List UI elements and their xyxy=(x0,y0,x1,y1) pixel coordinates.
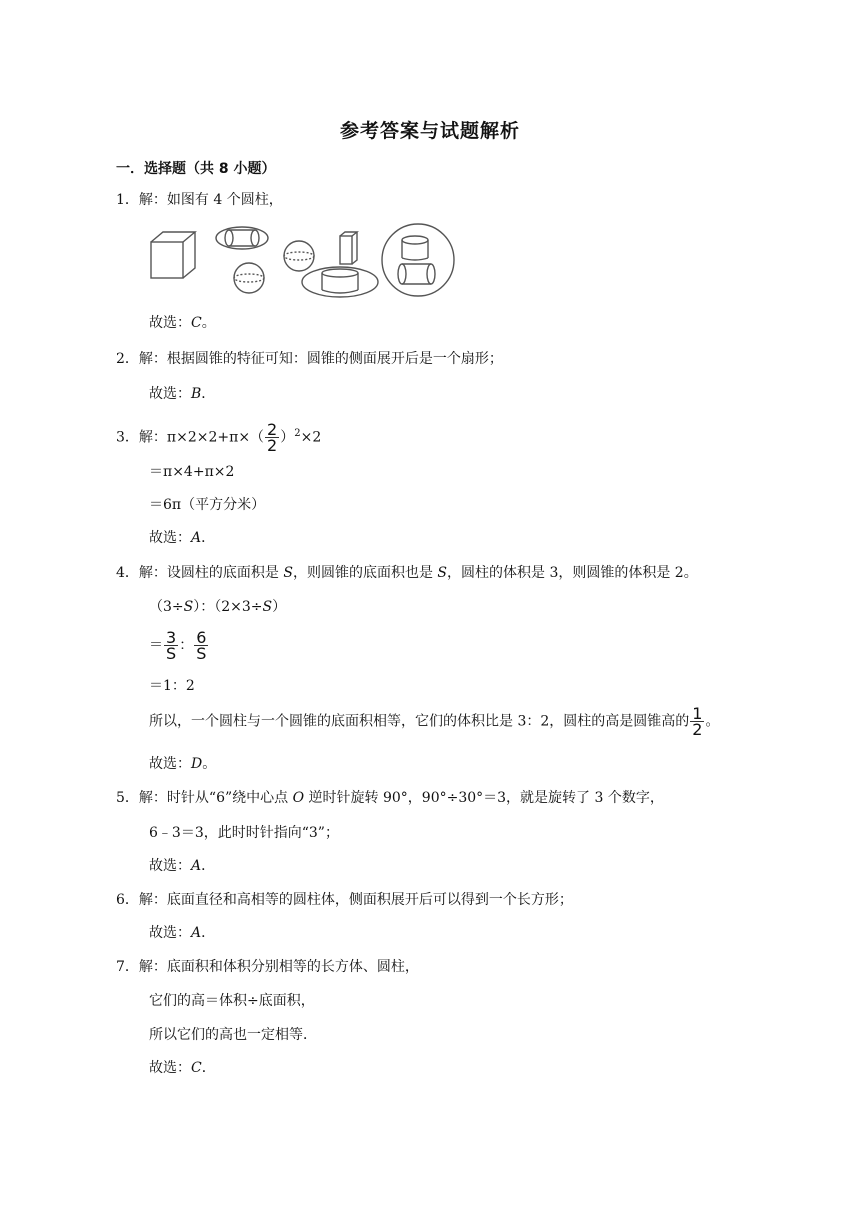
variable-S: S xyxy=(183,599,194,615)
fraction xyxy=(690,706,704,737)
horizontal-cylinder-circled xyxy=(216,227,268,249)
cube-shape xyxy=(151,232,195,278)
q6-answer xyxy=(149,923,215,943)
q4-ratio-line xyxy=(149,597,286,617)
solid-shapes-figure xyxy=(147,220,457,302)
fraction xyxy=(164,630,178,661)
text-part: 逆时针旋转 90°，90°÷30°＝3，就是旋转了 3 个数字， xyxy=(304,790,664,806)
answer-prefix: 故选： xyxy=(149,858,191,874)
text-part: ，圆柱的体积是 3，则圆锥的体积是 2。 xyxy=(447,565,698,581)
q2-solution-line: 2．解：根据圆锥的特征可知：圆锥的侧面展开后是一个扇形； xyxy=(116,351,503,367)
q3-step-line: ＝π×4+π×2 xyxy=(149,464,235,480)
fraction-denominator: S xyxy=(166,644,177,663)
two-cylinders-circled xyxy=(382,224,454,296)
q5-answer xyxy=(149,856,215,876)
sphere-shape xyxy=(234,263,264,293)
q7-solution-line: 7．解：底面积和体积分别相等的长方体、圆柱， xyxy=(116,959,419,975)
fraction-denominator: 2 xyxy=(692,720,703,739)
q4-fraction-line xyxy=(149,630,209,661)
expr-part: ×2 xyxy=(300,429,322,446)
q1-answer xyxy=(149,313,216,333)
q1-solution-line: 1．解：如图有 4 个圆柱， xyxy=(116,192,283,208)
expr-part: （3÷ xyxy=(149,599,184,615)
variable-S: S xyxy=(437,565,447,581)
sphere-shape-2 xyxy=(284,241,314,271)
fraction-denominator: S xyxy=(196,644,207,663)
equals-sign: ＝ xyxy=(149,637,163,654)
answer-suffix: ． xyxy=(201,386,216,402)
fraction-numerator: 6 xyxy=(196,628,207,647)
q3-answer xyxy=(149,528,215,548)
page-title: 参考答案与试题解析 xyxy=(339,120,520,142)
fraction-numerator: 1 xyxy=(692,704,703,723)
answer-prefix: 故选： xyxy=(149,925,191,941)
answer-suffix: ． xyxy=(201,858,216,874)
fraction xyxy=(265,422,279,453)
rectangular-prism-shape xyxy=(340,232,357,264)
section-heading: 一．选择题（共 8 小题） xyxy=(116,161,276,177)
answer-choice: D xyxy=(191,756,203,772)
answer-prefix: 故选： xyxy=(149,315,191,331)
expr-part: ） xyxy=(280,429,295,446)
text-part: 4．解：设圆柱的底面积是 xyxy=(116,565,284,581)
expr-part: ）：（2×3÷ xyxy=(193,599,263,615)
expr-part: ） xyxy=(272,599,287,615)
q6-solution-line: 6．解：底面直径和高相等的圆柱体，侧面积展开后可以得到一个长方形； xyxy=(116,892,573,908)
q4-answer xyxy=(149,754,216,774)
q7-answer xyxy=(149,1058,216,1078)
answer-suffix: 。 xyxy=(202,756,217,772)
expr-part: 3．解：π×2×2+π×（ xyxy=(116,429,265,446)
q4-result-line: ＝1：2 xyxy=(149,678,195,694)
q7-step-line: 它们的高＝体积÷底面积， xyxy=(149,993,315,1009)
answer-prefix: 故选： xyxy=(149,386,191,402)
answer-choice: A xyxy=(191,858,202,874)
text-part: 所以，一个圆柱与一个圆锥的底面积相等，它们的体积比是 3：2，圆柱的高是圆锥高的 xyxy=(149,713,690,730)
fraction-denominator: 2 xyxy=(267,436,278,455)
fraction-numerator: 3 xyxy=(166,628,177,647)
cylinder-circled-ellipse xyxy=(302,267,378,297)
answer-choice: A xyxy=(191,530,202,546)
answer-suffix: ． xyxy=(201,925,216,941)
answer-choice: C xyxy=(191,315,202,331)
text-part: 5．解：时针从“6”绕中心点 xyxy=(116,790,293,806)
answer-prefix: 故选： xyxy=(149,1060,191,1076)
answer-suffix: ． xyxy=(201,530,216,546)
variable-O: O xyxy=(292,790,305,806)
fraction-numerator: 2 xyxy=(267,420,278,439)
answer-prefix: 故选： xyxy=(149,756,191,772)
exponent: 2 xyxy=(294,427,301,439)
colon: ： xyxy=(179,637,194,654)
answer-choice: B xyxy=(191,386,202,402)
q5-solution-line xyxy=(116,788,664,808)
answer-choice: C xyxy=(191,1060,202,1076)
text-part: ，则圆锥的底面积也是 xyxy=(292,565,438,581)
answer-suffix: ． xyxy=(201,1060,216,1076)
q3-solution-line xyxy=(116,422,321,453)
q2-answer xyxy=(149,384,215,404)
answer-prefix: 故选： xyxy=(149,530,191,546)
q3-step-line: ＝6π（平方分米） xyxy=(149,497,266,513)
answer-suffix: 。 xyxy=(201,315,216,331)
answer-choice: A xyxy=(191,925,202,941)
variable-S: S xyxy=(283,565,293,581)
variable-S: S xyxy=(262,599,273,615)
text-part: 。 xyxy=(705,713,720,730)
q5-step-line: 6﹣3＝3，此时时针指向“3”； xyxy=(149,825,339,841)
q7-step-line: 所以它们的高也一定相等． xyxy=(149,1027,317,1043)
q4-conclusion-line xyxy=(149,706,719,737)
q4-solution-line xyxy=(116,563,698,583)
fraction xyxy=(194,630,208,661)
